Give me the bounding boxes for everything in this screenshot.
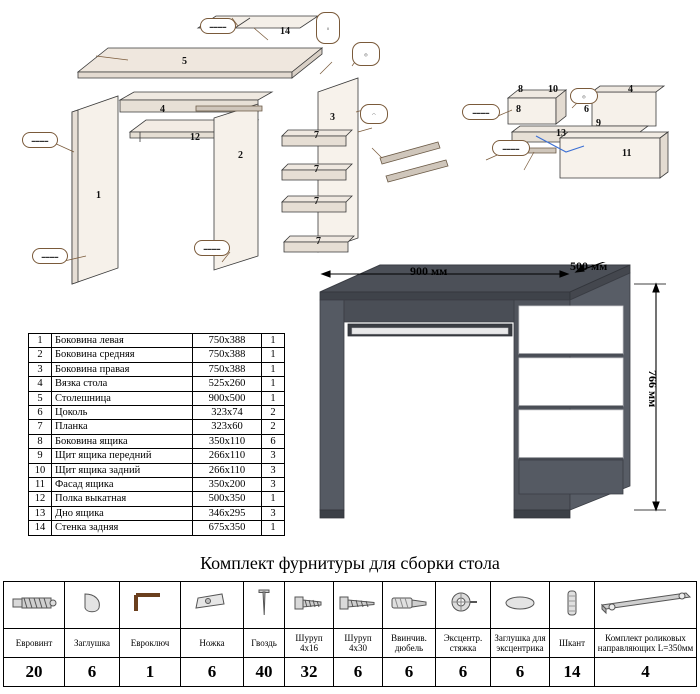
- exploded-diagram: [0, 0, 700, 290]
- part-number: 1: [96, 190, 101, 201]
- part-qty: 1: [262, 492, 285, 506]
- part-dimension: 675x350: [193, 521, 262, 535]
- hardware-cell-cam-cap: [491, 582, 550, 629]
- table-row: [29, 463, 285, 477]
- hardware-cell-dowel-screw: [383, 582, 436, 629]
- part-name: Вязка стола: [52, 377, 193, 391]
- part-number: 5: [182, 56, 187, 67]
- part-number: 8: [518, 84, 523, 95]
- hardware-label: Шуруп 4х30: [334, 629, 383, 658]
- keyboard-tray: [352, 328, 508, 334]
- drawer-front-2: [519, 358, 623, 406]
- hardware-label: Шуруп 4х16: [285, 629, 334, 658]
- parts-table-body: [29, 334, 285, 536]
- part-number: 6: [584, 104, 589, 115]
- part-number: 7: [316, 236, 321, 247]
- exploded-diagram-svg: [0, 0, 700, 290]
- hardware-label: Евровинт: [4, 629, 65, 658]
- part-name: Дно ящика: [52, 506, 193, 520]
- part-number: 7: [314, 130, 319, 141]
- callout-hardware-euro-screw: [22, 132, 58, 148]
- table-row: [29, 492, 285, 506]
- part-number: 11: [622, 148, 632, 159]
- hardware-label: Евроключ: [120, 629, 181, 658]
- desk-left-panel: [320, 300, 344, 510]
- part-dimension: 900x500: [193, 391, 262, 405]
- callout-hardware-drawer-screw: [462, 104, 500, 120]
- hardware-label: Ввинчив. дюбель: [383, 629, 436, 658]
- part-index: 4: [29, 377, 52, 391]
- callout-tag: ◎: [582, 93, 586, 99]
- part-dimension: 346x295: [193, 506, 262, 520]
- table-row: [29, 478, 285, 492]
- callout-hardware-drawer-cam: [570, 88, 598, 104]
- dowel-screw-icon: [388, 590, 430, 616]
- hardware-cell-screw-4x30: [334, 582, 383, 629]
- part-dimension: 750x388: [193, 362, 262, 376]
- table-row: [29, 334, 285, 348]
- hardware-cell-cap: [65, 582, 120, 629]
- part-qty: 1: [262, 362, 285, 376]
- part-qty: 1: [262, 377, 285, 391]
- part-dimension: 350x200: [193, 478, 262, 492]
- part-name: Стенка задняя: [52, 521, 193, 535]
- part-number: 7: [314, 164, 319, 175]
- callout-hardware-cam: [32, 248, 68, 264]
- hardware-count: 6: [181, 658, 244, 687]
- part-dimension: 350x110: [193, 434, 262, 448]
- part-dimension: 266x110: [193, 449, 262, 463]
- screw-4x16-icon: [291, 590, 327, 616]
- width-dimension-label: 900 мм: [410, 264, 448, 278]
- part-name: Боковина правая: [52, 362, 193, 376]
- part-index: 2: [29, 348, 52, 362]
- hardware-count: 6: [436, 658, 491, 687]
- table-row: [29, 434, 285, 448]
- table-row: [29, 420, 285, 434]
- desk-render-svg: [300, 262, 700, 547]
- part-index: 7: [29, 420, 52, 434]
- hardware-kit-title: Комплект фурнитуры для сборки стола: [200, 553, 500, 573]
- hardware-kit-counts-row: [4, 658, 697, 687]
- hardware-label: Заглушка для эксцентрика: [491, 629, 550, 658]
- part-index: 12: [29, 492, 52, 506]
- callout-hardware-foot: [360, 104, 388, 124]
- hardware-count: 14: [550, 658, 595, 687]
- part-index: 9: [29, 449, 52, 463]
- hardware-count: 6: [383, 658, 436, 687]
- hardware-label: Комплект роликовых направляющих L=350мм: [595, 629, 697, 658]
- allen-key-icon: [130, 590, 170, 616]
- callout-hardware-dowel: [194, 240, 230, 256]
- height-dimension-label: 766 мм: [646, 370, 660, 408]
- nail-icon: [256, 588, 272, 618]
- part-index: 13: [29, 506, 52, 520]
- callout-tag: ◎: [364, 51, 368, 57]
- part-dimension: 323x74: [193, 406, 262, 420]
- hardware-cell-dowel: [550, 582, 595, 629]
- part-qty: 1: [262, 391, 285, 405]
- part-dimension: 750x388: [193, 334, 262, 348]
- hardware-count: 4: [595, 658, 697, 687]
- part-dimension: 266x110: [193, 463, 262, 477]
- part-number: 10: [548, 84, 558, 95]
- hardware-label: Шкант: [550, 629, 595, 658]
- hardware-label: Эксцентр. стяжка: [436, 629, 491, 658]
- part-number: 2: [238, 150, 243, 161]
- part-name: Боковина ящика: [52, 434, 193, 448]
- callout-tag: ▬▬▬▬: [502, 145, 520, 151]
- part-qty: 3: [262, 463, 285, 477]
- part-index: 1: [29, 334, 52, 348]
- callout-hardware-cam-lock: [352, 42, 380, 66]
- hardware-kit-table: [3, 581, 697, 687]
- part-dimension: 500x350: [193, 492, 262, 506]
- table-row: [29, 362, 285, 376]
- hardware-cell-euro-screw: [4, 582, 65, 629]
- callout-tag: ▬▬▬▬: [472, 109, 490, 115]
- callout-tag: ▬▬▬▬: [41, 253, 59, 259]
- part-number: 13: [556, 128, 566, 139]
- part-name: Цоколь: [52, 406, 193, 420]
- part-qty: 3: [262, 478, 285, 492]
- part-index: 6: [29, 406, 52, 420]
- callout-hardware-screw-pair: [316, 12, 340, 44]
- part-index: 5: [29, 391, 52, 405]
- part-qty: 6: [262, 434, 285, 448]
- table-row: [29, 506, 285, 520]
- hardware-cell-screw-4x16: [285, 582, 334, 629]
- hardware-kit-icons-row: [4, 582, 697, 629]
- callout-hardware-drawer-slide: [492, 140, 530, 156]
- table-row: [29, 406, 285, 420]
- hardware-count: 20: [4, 658, 65, 687]
- drawer-slide-icon: [598, 589, 694, 617]
- part-name: Полка выкатная: [52, 492, 193, 506]
- part-number: 7: [314, 196, 319, 207]
- cam-lock-icon: [446, 589, 480, 617]
- parts-table: [28, 333, 285, 536]
- table-row: [29, 449, 285, 463]
- part-qty: 2: [262, 420, 285, 434]
- part-qty: 1: [262, 521, 285, 535]
- part-number: 4: [160, 104, 165, 115]
- table-row: [29, 521, 285, 535]
- part-qty: 3: [262, 449, 285, 463]
- part-number: 14: [280, 26, 290, 37]
- part-number: 9: [596, 118, 601, 129]
- part-qty: 1: [262, 334, 285, 348]
- hardware-cell-nail: [244, 582, 285, 629]
- part-dimension: 750x388: [193, 348, 262, 362]
- hardware-kit-labels-row: [4, 629, 697, 658]
- hardware-count: 40: [244, 658, 285, 687]
- callout-tag: ◠: [372, 111, 376, 117]
- callout-tag: ▬▬▬▬: [209, 23, 227, 29]
- hardware-count: 6: [334, 658, 383, 687]
- part-name: Планка: [52, 420, 193, 434]
- hardware-cell-cam-lock: [436, 582, 491, 629]
- cap-icon: [77, 590, 107, 616]
- hardware-cell-allen-key: [120, 582, 181, 629]
- hardware-count: 6: [65, 658, 120, 687]
- hardware-cell-foot: [181, 582, 244, 629]
- part-index: 11: [29, 478, 52, 492]
- part-name: Боковина левая: [52, 334, 193, 348]
- hardware-count: 1: [120, 658, 181, 687]
- part-name: Боковина средняя: [52, 348, 193, 362]
- hardware-count: 6: [491, 658, 550, 687]
- hardware-label: Заглушка: [65, 629, 120, 658]
- part-index: 14: [29, 521, 52, 535]
- part-name: Щит ящика задний: [52, 463, 193, 477]
- callout-hardware-nail: [200, 18, 236, 34]
- drawer-front-3: [519, 410, 623, 458]
- hardware-label: Гвоздь: [244, 629, 285, 658]
- part-name: Столешница: [52, 391, 193, 405]
- part-name: Фасад ящика: [52, 478, 193, 492]
- dowel-icon: [563, 588, 581, 618]
- table-row: [29, 348, 285, 362]
- foot-icon: [190, 590, 234, 616]
- callout-tag: ▬▬▬▬: [31, 137, 49, 143]
- desk-render: [300, 259, 700, 547]
- part-dimension: 323x60: [193, 420, 262, 434]
- screw-4x30-icon: [338, 590, 378, 616]
- hardware-count: 32: [285, 658, 334, 687]
- part-index: 10: [29, 463, 52, 477]
- part-qty: 1: [262, 348, 285, 362]
- part-index: 3: [29, 362, 52, 376]
- part-number: 8: [516, 104, 521, 115]
- part-name: Щит ящика передний: [52, 449, 193, 463]
- part-index: 8: [29, 434, 52, 448]
- part-number: 12: [190, 132, 200, 143]
- part-dimension: 525x260: [193, 377, 262, 391]
- callout-tag: ‖: [327, 25, 329, 31]
- hardware-label: Ножка: [181, 629, 244, 658]
- part-number: 4: [628, 84, 633, 95]
- table-row: [29, 377, 285, 391]
- callout-tag: ▬▬▬▬: [203, 245, 221, 251]
- cam-cap-icon: [500, 592, 540, 614]
- part-qty: 2: [262, 406, 285, 420]
- part-number: 3: [330, 112, 335, 123]
- hardware-cell-drawer-slide: [595, 582, 697, 629]
- euro-screw-icon: [11, 590, 57, 616]
- depth-dimension-label: 500 мм: [570, 259, 608, 273]
- drawer-front-1: [519, 306, 623, 354]
- table-row: [29, 391, 285, 405]
- part-qty: 3: [262, 506, 285, 520]
